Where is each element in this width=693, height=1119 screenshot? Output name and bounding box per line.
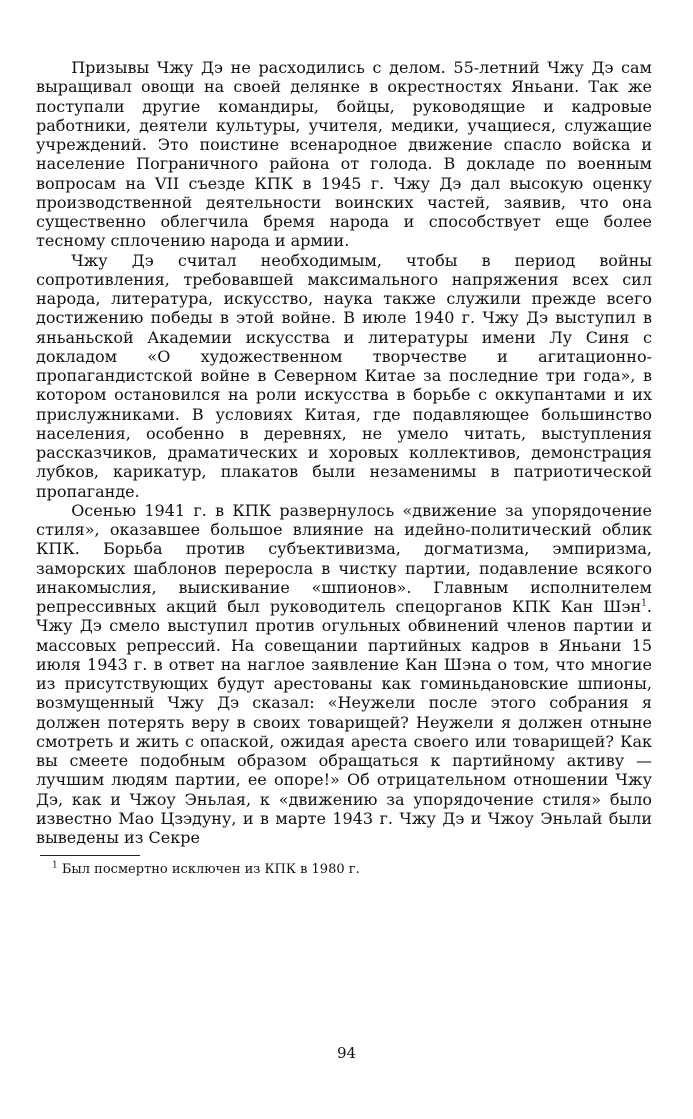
paragraph-3-head: Осенью 1941 г. в КПК развернулось «движение за упорядочение стиля», оказавшее большое влияние на идейно-политический облик КПК. Борьба против субъективизма, догматизма, эмпиризма, заморских шаблонов переросла в чистку партии, подавление всякого инакомыслия, выискивание «шпионов». Главным исполнителем репрессивных акций был руководитель спецорганов КПК Кан Шэн bbox=[36, 500, 652, 616]
paragraph-2: Чжу Дэ считал необходимым, чтобы в период войны сопротивления, требовавшей максимального напряжения всех сил народа, литература, искусство, наука также служили прежде всего достижению победы в этой войне. В июле 1940 г. Чжу Дэ выступил в яньаньской Академии искусства и литературы имени Лу Синя с докладом «О художественном творчестве и агитационно-пропагандистской войне в Северном Китае за последние три года», в котором остановился на роли искусства в борьбе с оккупантами и их прислужниками. В условиях Китая, где подавляющее большинство населения, особенно в деревнях, не умело читать, выступления рассказчиков, драматических и хоровых коллективов, демонстрация лубков, карикатур, плакатов были незаменимы в патриотической пропаганде. bbox=[36, 250, 652, 501]
footnote bbox=[52, 862, 652, 878]
footnote-reference[interactable]: 1 bbox=[641, 598, 647, 609]
footnote-text: Был посмертно исключен из КПК в 1980 г. bbox=[61, 862, 360, 878]
page-body bbox=[36, 58, 652, 878]
paragraph-3 bbox=[36, 501, 652, 848]
footnote-divider bbox=[40, 855, 140, 856]
footnote-marker: 1 bbox=[52, 860, 58, 871]
page-number: 94 bbox=[336, 1044, 357, 1062]
paragraph-1: Призывы Чжу Дэ не расходились с делом. 55-летний Чжу Дэ сам выращивал овощи на своей делянке в окрестностях Яньани. Так же поступали другие командиры, бойцы, руководящие и кадровые работники, деятели культуры, учителя, медики, учащиеся, служащие учреждений. Это поистине всенародное движение спасло войска и население Пограничного района от голода. В докладе по военным вопросам на VII съезде КПК в 1945 г. Чжу Дэ дал высокую оценку производственной деятельности воинских частей, заявив, что она существенно облегчила бремя народа и способствует еще более тесному сплочению народа и армии. bbox=[36, 58, 652, 251]
paragraph-3-tail: . Чжу Дэ смело выступил против огульных обвинений членов партии и массовых репрессий. На совещании партийных кадров в Яньани 15 июля 1943 г. в ответ на наглое заявление Кан Шэна о том, что многие из присутствующих будут арестованы как гоминьдановские шпионы, возмущенный Чжу Дэ сказал: «Неужели после этого собрания я должен потерять веру в своих товарищей? Неужели я должен отныне смотреть и жить с опаской, ожидая ареста своего или товарищей? Как вы смеете подобным образом обращаться к партийному активу — лучшим людям партии, ее опоре!» Об отрицательном отношении Чжу Дэ, как и Чжоу Эньлая, к «движению за упорядочение стиля» было известно Мао Цзэдуну, и в марте 1943 г. Чжу Дэ и Чжоу Эньлай были выведены из Секре bbox=[36, 597, 652, 847]
